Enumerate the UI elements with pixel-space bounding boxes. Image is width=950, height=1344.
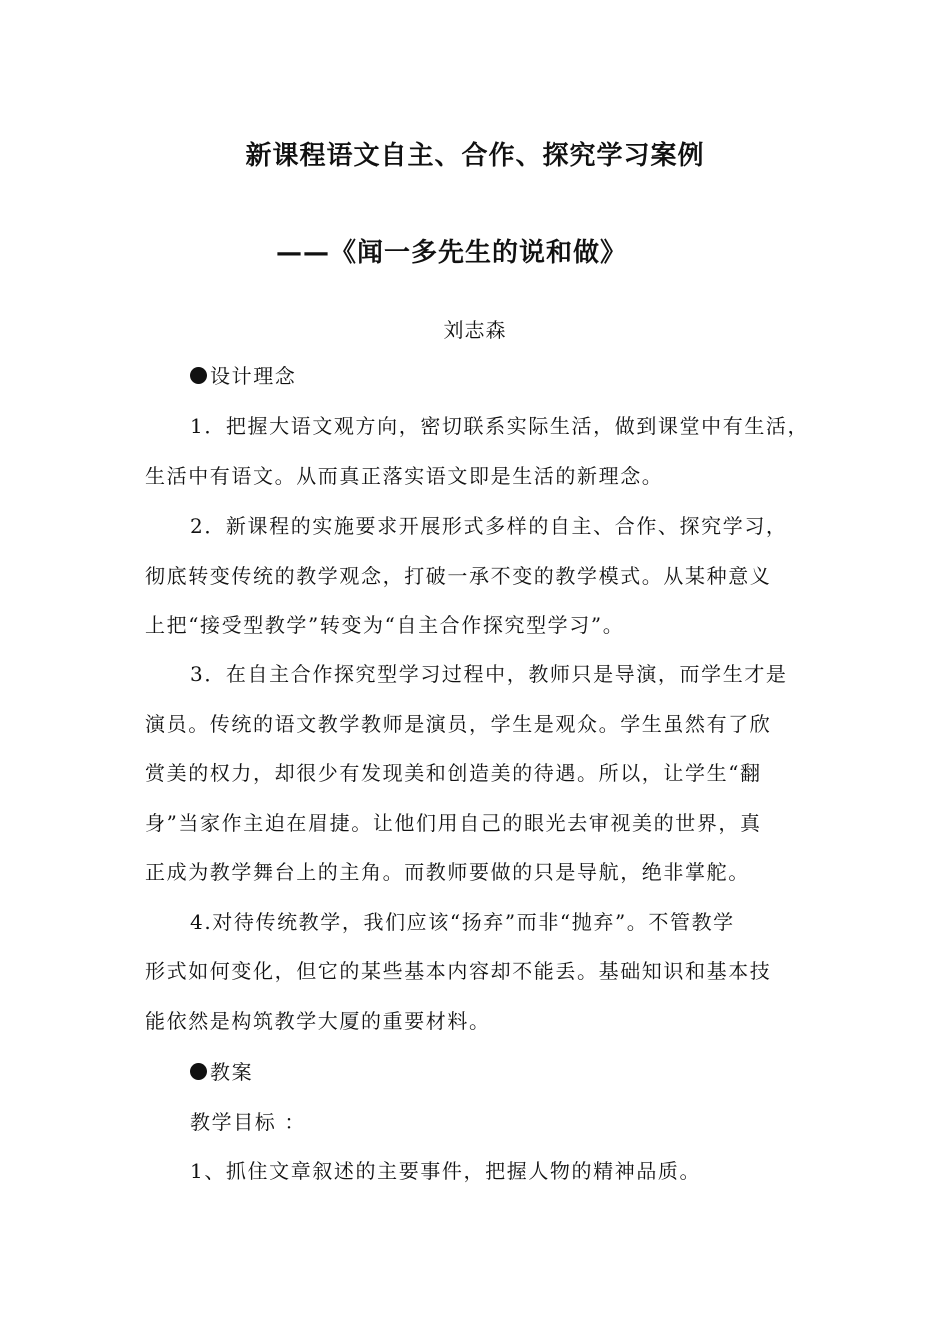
paragraph-line: 1．把握大语文观方向，密切联系实际生活，做到课堂中有生活， — [190, 414, 810, 438]
paragraph-line: 2．新课程的实施要求开展形式多样的自主、合作、探究学习， — [190, 514, 788, 538]
paragraph-line: 上把“接受型教学”转变为“自主合作探究型学习”。 — [145, 613, 625, 637]
paragraph-line: 正成为教学舞台上的主角。而教师要做的只是导航，绝非掌舵。 — [145, 860, 750, 884]
goal-item: 1、抓住文章叙述的主要事件，把握人物的精神品质。 — [190, 1159, 702, 1183]
bullet-icon — [190, 367, 207, 384]
paragraph-line: 演员。传统的语文教学教师是演员，学生是观众。学生虽然有了欣 — [145, 712, 772, 736]
document-subtitle: ——《闻一多先生的说和做》 — [276, 238, 628, 268]
goals-label: 教学目标 ： — [190, 1110, 306, 1134]
section-heading-lesson — [190, 1057, 253, 1087]
paragraph-line: 能依然是构筑教学大厦的重要材料。 — [145, 1009, 491, 1033]
section-heading-design — [190, 361, 296, 391]
section-heading-text: 教案 — [210, 1060, 254, 1084]
paragraph-line: 形式如何变化，但它的某些基本内容却不能丢。基础知识和基本技 — [145, 959, 772, 983]
paragraph-line: 身”当家作主迫在眉捷。让他们用自己的眼光去审视美的世界，真 — [145, 811, 762, 835]
author-name: 刘志森 — [443, 318, 507, 342]
paragraph-line: 4.对待传统教学，我们应该“扬弃”而非“抛弃”。不管教学 — [190, 910, 735, 934]
paragraph-line: 彻底转变传统的教学观念，打破一承不变的教学模式。从某种意义 — [145, 564, 772, 588]
paragraph-line: 3．在自主合作探究型学习过程中，教师只是导演，而学生才是 — [190, 662, 788, 686]
document-title: 新课程语文自主、合作、探究学习案例 — [245, 141, 705, 171]
paragraph-line: 生活中有语文。从而真正落实语文即是生活的新理念。 — [145, 464, 664, 488]
paragraph-line: 赏美的权力，却很少有发现美和创造美的待遇。所以，让学生“翻 — [145, 761, 762, 785]
section-heading-text: 设计理念 — [210, 364, 297, 388]
bullet-icon — [190, 1063, 207, 1080]
